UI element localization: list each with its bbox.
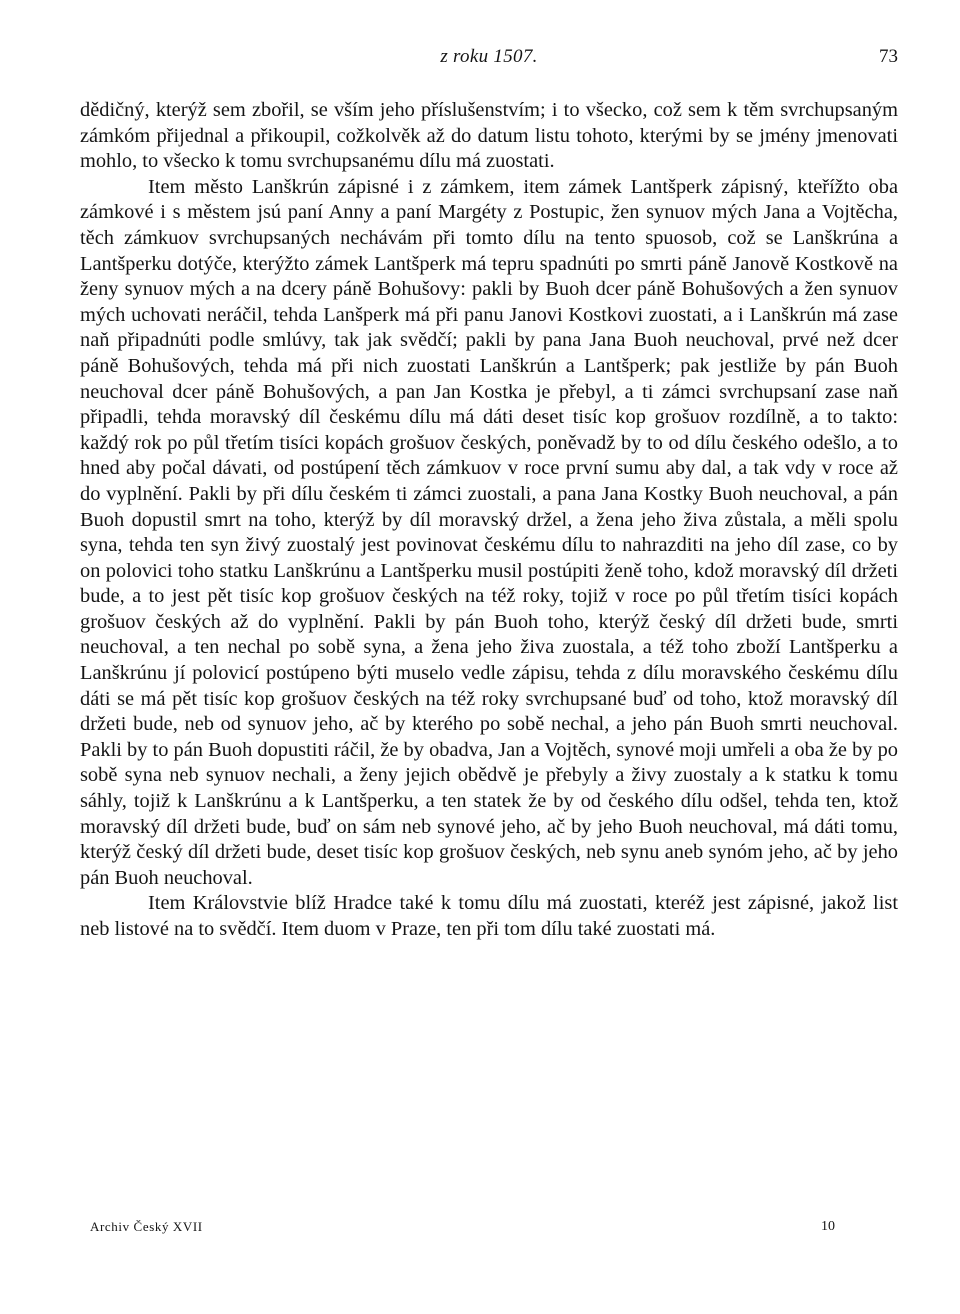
running-title: z roku 1507. xyxy=(440,46,538,67)
running-header xyxy=(80,46,898,72)
page-number: 73 xyxy=(879,46,898,67)
sheet-number: 10 xyxy=(821,1219,835,1234)
sheet-signature: Archiv Český XVII xyxy=(90,1219,203,1234)
paragraph-kralovstvi: Item Královstvie blíž Hradce také k tomu dílu má zuostati, kteréž jest zápisné, jakož list neb listové na to svědčí. Item duom v Praze, ten při tom dílu také zuostati má. xyxy=(80,892,898,940)
body-text xyxy=(80,98,898,943)
paragraph-continuation: dědičný, kterýž sem zbořil, se vším jeho příslušenstvím; i to všecko, což sem k těm svrchupsaným zámkóm přijednal a přikoupil, cožkolvěk až do datum listu tohoto, kterými by se jmény jmenovati mohlo, to všecko k tomu svrchupsanému dílu má zuostati. xyxy=(80,99,898,173)
paragraph-lanskroun: Item město Lanškrún zápisné i z zámkem, item zámek Lantšperk zápisný, kteřížto oba zámkové i s městem jsú paní Anny a paní Margéty z Postupic, žen synuov mých Jana a Vojtěcha, těch zámkuov svrchupsaných nechávám při tomto dílu na tento spuosob, což se Lanškrúna a Lantšperku dotýče, kterýžto zámek Lantšperk má tepru spadnúti po smrti páně Janově Kostkově na ženy synuov mých a na dcery páně Bohušovy: pakli by Buoh dcer páně Bohušových a žen synuov mých uchovati neráčil, tehda Lanšperk má při panu Janovi Kostkovi zuostati, a i Lanškrún má zase naň připadnúti podle smlúvy, tak jak svědčí; pakli by pana Jana Buoh neuchoval, prvé než dcer páně Bohušových, tehda má při nich zuostati Lanškrún a Lantšperk; pak jestliže by pán Buoh neuchoval dcer páně Bohušových, a pan Jan Kostka je přebyl, a ti zámci svrchupsaní zase naň připadli, tehda moravský díl českému dílu má dáti deset tisíc kop grošuov rozdílně, a to takto: každý rok po půl třetím tisíci kopách grošuov českých, poněvadž by to od dílu českého odešlo, a to hned aby počal dávati, od postúpení těch zámkuov v roce první sumu aby dal, a tak vdy v roce až do vyplnění. Pakli by při dílu českém ti zámci zuostali, a pana Jana Kostky Buoh neuchoval, a pán Buoh dopustil smrt na toho, kterýž by díl moravský držel, a žena jeho živa zůstala, a měli spolu syna, tehda ten syn živý zuostalý jest povinovat českému dílu to nahrazditi na jeho díl zase, co by on polovici toho statku Lanškrúnu a Lantšperku musil postúpiti ženě toho, kdož moravský díl držeti bude, a to jest pět tisíc kop grošuov českých na též roky, tojiž v roce po půl třetím tisíci kopách grošuov českých až do vyplnění. Pakli by pán Buoh toho, kterýž český díl držeti bude, smrti neuchoval, a ten nechal po sobě syna, a žena jeho živa zuostala, a též toho zboží Lantšperku a Lanškrúnu jí polovicí postúpeno býti muselo vedle zápisu, tehda z dílu moravského českému dílu dáti se má pět tisíc kop grošuov českých na též roky svrchupsané buď od toho, ktož moravský díl držeti bude, neb od synuov jeho, ač by kterého po sobě nechal, a jeho pán Buoh smrti neuchoval. Pakli by to pán Buoh dopustiti ráčil, že by obadva, Jan a Vojtěch, synové moji umřeli a oba že by po sobě syna neb synuov nechali, a ženy jejich obědvě je přebyly a živy zuostaly a k statku k tomu sáhly, tojiž k Lanškrúnu a k Lantšperku, a ten statek že by od českého dílu odšel, tehda ten, ktož moravský díl držeti bude, buď on sám neb synové jeho, ač by jeho Buoh neuchoval, má dáti tomu, kterýž český díl držeti bude, deset tisíc kop grošuov českých, neb synu aneb synóm jeho, ač by jeho pán Buoh neuchoval. xyxy=(80,175,898,889)
page-footer xyxy=(90,1219,835,1241)
